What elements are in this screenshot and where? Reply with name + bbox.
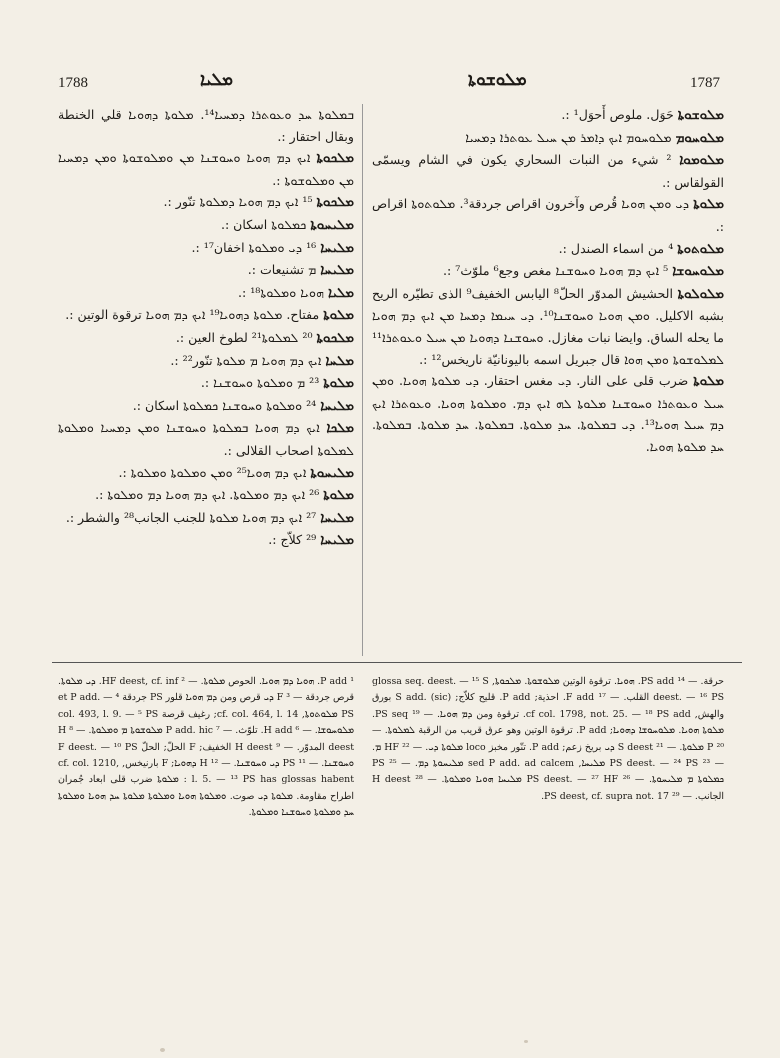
entry-headword: ܡܠܘܬܐ: [323, 375, 354, 392]
entry-gloss: ܡܠܘܚܘܡ ܐܝܟ ܕܐܡܪ ܡܢ ܚܝܠ ܥܘܬܪܐ ܕܡܚܝܐ: [465, 129, 672, 145]
entry-headword: ܡܠܘܬܐ: [693, 373, 724, 390]
footnotes-right: [372, 674, 724, 805]
dictionary-entry: [58, 104, 354, 147]
entry-headword: ܡܠܘܚܘܫܐ: [672, 263, 724, 280]
entry-gloss: ²⁰ ܠܡܠܘܬܐ²¹ لطوخ العين :.: [175, 329, 313, 345]
entry-gloss: ܡ تشنيعات :.: [247, 262, 317, 278]
dictionary-entry: [58, 304, 354, 327]
dictionary-entry: [58, 237, 354, 260]
entry-gloss: ܐܝܟ ܕܡ ܗܘܝܐ²⁵ ܘܡܢ ܘܡܠܘܬܐ ܘܡܠܘܬܐ :.: [118, 464, 307, 480]
dictionary-entry: [58, 484, 354, 507]
dictionary-entry: [58, 529, 354, 552]
entry-headword: ܡܠܝܚܐ: [320, 239, 354, 256]
entry-headword: ܡܠܟܘܬܐ: [316, 329, 354, 346]
left-running-head: ܡܠܝܐ: [200, 70, 234, 90]
right-running-head: ܡܠܘܫܘܬܐ: [468, 70, 527, 90]
entry-gloss: حَوَل. ملوص أَحوَل¹ :.: [561, 107, 674, 122]
dictionary-entry: [58, 395, 354, 418]
left-column: [58, 104, 354, 552]
entry-gloss: ²³ ܡ ܘܡܠܘܬܐ ܘܚܘܫܢܐ :.: [200, 375, 320, 391]
left-page-number: 1788: [58, 75, 88, 91]
dictionary-entry: [58, 350, 354, 373]
dictionary-entry: [58, 282, 354, 305]
entry-gloss: ² شيء من النبات السحاري يكون في الشام ويسمّى القولقاس :.: [372, 152, 724, 190]
paper-speck: [160, 1048, 165, 1052]
dictionary-entry: [58, 191, 354, 214]
entry-headword: ܡܠܘܚܘܡ: [675, 129, 724, 146]
entry-headword: ܡܠܘܫܘܬܐ: [677, 107, 724, 123]
entry-headword: ܡܠܝܐ: [327, 284, 354, 301]
entry-gloss: ¹⁵ ܐܝܟ ܕܡ ܗܘܝܐ ܕܡܠܘܬܐ تنّور :.: [163, 194, 313, 210]
dictionary-entry: [372, 104, 724, 127]
entry-gloss: مفتاح. ܡܠܘܬܐ ܕܗܘܝܐ¹⁹ ܐܝܟ ܕܡ ܗܘܝܐ ترقوة الوتين :.: [65, 307, 320, 323]
dictionary-entry: [58, 462, 354, 485]
dictionary-entry: [58, 327, 354, 350]
entry-headword: ܡܠܟܘܬܐ: [316, 150, 354, 167]
entry-headword: ܡܠܝܚܐ: [320, 509, 354, 526]
entry-headword: ܡܠܘܡܘܐ: [679, 152, 724, 169]
dictionary-entry: [58, 147, 354, 191]
entry-headword: ܡܠܝܚܘܬܐ: [310, 464, 354, 481]
entry-gloss: ²⁷ ܐܝܟ ܕܡ ܗܘܝܐ ܡܠܘܬܐ للجنب الجانب²⁸ والشطر :.: [65, 509, 317, 525]
dictionary-entry: [372, 283, 724, 370]
dictionary-entry: [58, 372, 354, 395]
entry-gloss: ضرب قلى على النار. ܕܝ مغس احتقار. ܕܝ ܡܠܘܬܐ ܗܘܝܐ. ܘܡܢ ܚܝܠ ܘܥܘܬܪܐ ܘܚܘܫܢܐ ܡܠܘܬܐ ܠܗ ܐܝܟ ܕܡ. ܘܡܠܘܬܐ ܗܘܝܐ. ܘܥܘܬܪܐ ܐܝܟ ܕܡ ܚܝܠ ܗܘܝܐ¹³. ܕܝ ܒܡܠܘܬܐ. ܚܕ ܡܠܘܬܐ. ܒܡܠܘܬܐ. ܚܕ ܡܠܘܬܐ. ܒܡܠܘܬܐ. ܚܕ ܡܠܘܬܐ ܗܘܝܐ.: [372, 373, 724, 454]
dictionary-entry: [58, 507, 354, 530]
entry-headword: ܡܠܘܬܐ: [323, 307, 354, 324]
entry-headword: ܡܠܟܐ: [326, 420, 354, 437]
footnote-rule: [52, 662, 742, 663]
entry-gloss: ܐܝܟ ܕܡ ܗܘܝܐ ܒܡܠܘܬܐ ܘܚܘܫܢܐ ܘܡܢ ܕܡܚܝܐ ܘܡܠܘܬܐ ܠܡܠܘܬܐ اصحاب القلالى :.: [58, 420, 354, 458]
dictionary-entry: [372, 238, 724, 261]
entry-headword: ܡܠܘܬܘܬܐ: [677, 240, 724, 257]
entry-headword: ܡܠܘܬܐ: [693, 196, 724, 213]
entry-headword: ܡܠܝܚܐ: [320, 262, 354, 279]
entry-headword: ܡܠܝܚܘܬܐ: [310, 216, 354, 233]
dictionary-entry: [372, 370, 724, 457]
dictionary-entry: [58, 214, 354, 237]
entry-headword: ܡܠܚܐ: [325, 352, 354, 369]
entry-headword: ܡܠܝܚܐ: [320, 532, 354, 549]
entry-gloss: ⁵ ܐܝܟ ܕܡ ܗܘܝܐ ܘܚܘܫܢܐ مغص وجع⁶ ملوّث⁷ :.: [443, 263, 669, 279]
entry-gloss: ²⁶ ܐܝܟ ܕܡ ܘܡܠܘܬܐ. ܐܝܟ ܕܡ ܗܘܝܐ ܕܡ ܘܡܠܘܬܐ :.: [95, 487, 320, 503]
entry-headword: ܡܠܟܘܬܐ: [316, 194, 354, 211]
dictionary-entry: [372, 127, 724, 150]
dictionary-entry: [372, 149, 724, 193]
footnotes-left: [58, 674, 354, 822]
entry-gloss: الحشيش المدوّر الحلّ⁸ اليابس الخفيف⁹ الذى تطيّره الريح بشبه الاكليل. ܘܡܢ ܗܘܝܐ ܘܚܘܫܢܐ¹⁰. ܕܝ ܚܝܡܐ ܕܡܚܐ ܡܢ ܐܝܟ ܕܡ ܗܘܝܐ ما يحله الساق. وايضا نبات مغازل. ܘܚܘܫܢܐ ܕܗܘܝܐ ܡܢ ܚܝܠ ܘܥܘܬܪܐ¹¹ ܠܡܠܘܫܘܬܐ ܘܡܢ ܗܘܐ قال جبريل اسمه باليونانيّة ناريخس¹² :.: [372, 285, 724, 367]
entry-gloss: ܐܝܟ ܕܡ ܗܘܝܐ ܘܚܘܫܢܐ ܡܢ ܘܡܠܘܫܘܬܐ ܘܡܢ ܕܡܚܝܐ ܡܢ ܘܡܠܘܫܘܬܐ :.: [58, 150, 354, 188]
entry-gloss: ܒܡܠܘܬܐ ܚܕ ܘܥܘܬܪܐ ܕܡܚܝܐ¹⁴. ܡܠܘܬܐ ܕܗܘܝܐ قلي الخنطة وبقال احتقار :.: [58, 107, 354, 144]
dictionary-entry: [372, 260, 724, 283]
entry-gloss: ܟܡܠܘܬܐ اسكان :.: [220, 216, 307, 232]
column-divider: [362, 104, 363, 656]
entry-gloss: ܗܘܝܐ ܘܡܠܘܬܐ¹⁸ :.: [237, 284, 324, 300]
dictionary-entry: [372, 193, 724, 237]
entry-gloss: ܐܝܟ ܕܡ ܗܘܝܐ ܡ ܡܠܘܬܐ تنّور²² :.: [170, 352, 322, 368]
paper-speck: [524, 1040, 528, 1043]
entry-headword: ܡܠܘܬܐ: [323, 487, 354, 504]
entry-gloss: ⁴ من اسماء الصندل :.: [558, 240, 674, 256]
footnote-text: ¹ P add. ܗܘܝܐ ܕܡ ܗܘܝܐ. الحوص ܡܠܘܬܐ. — ² HF deest, cf. inf. ܕܝ ܡܠܘܬܐ. قرص جردقة — ³ F ܕܝ قرص ومن ܕܡ ܗܘܝܐ قلور PS جردقة et P add. — ⁴ PS ܡܠܘܬܘܬܐ, cf. col. 464, l. 14; رغيف قرصة col. 493, l. 9. — ⁵ PS ܡܠܘܚܘܫܐ. — ⁶ H add. تلوّث. — ⁷ P add. hic ܡܠܘܫܘܬܐ ܡ ܘܡܠܘܬܐ. — ⁸ H deest المدوّر. — ⁹ H deest الخفيف; F الحلّ; الحلّ F deest. — ¹⁰ PS ܘܚܘܫܢܐ. — ¹¹ PS ܕܝ ܘܚܘܫܢܐ. — ¹² H ܕܗܘܝܐ; F بارنيخس, cf. col. 1210, l. 5. — ¹³ PS has glossas habent : ܡܠܘܬܐ ضرب قلى ابعاد جُمران اطراح مقاومة. ܡܠܘܬܐ ܕܝ صوت. ܘܡܠܘܬܐ ܗܘܝܐ ܘܡܠܘܬܐ ܡܠܘܬܐ ܚܕ ܗܘܝܐ ܘܡܠܘܬܐ ܚܕ ܘܡܠܘܬܐ ܘܚܘܫܢܐ ܘܡܠܘܬܐ.: [58, 676, 355, 819]
entry-gloss: ܕܝ ܘܡܢ ܗܘܝܐ قُرص وآخرون اقراص جردقة³. ܡܠܘܬܘܬܐ اقراص :.: [372, 196, 724, 234]
dictionary-entry: [58, 417, 354, 461]
footnote-text: حرقة. — ¹⁴ PS add. ܗܘܝܐ. ترقوة الوتين ܡܠܘܫܘܬܐ. ܡܠܟܘܬܐ, glossa seq. deest. — ¹⁵ S deest. — ¹⁶ PS القلب. — ¹⁷ F add. احذية; P add. قليح كلاّج; S add. (sic) بورق والهش, cf col. 1798, not. 25. — ¹⁸ PS add. ترقوة ومن ܕܡ ܗܘܝܐ. — ¹⁹ PS seq. ܡܠܘܬܐ ܗܘܝܐ. ܡܠܘܚܘܫܐ ܕܗܘܝܐ; P add. ترقوة الوتين وهو عرق قريب من الرقبة ܠܡܠܘܬܐ. — ²⁰ P ܡܠܘܬܐ. — ²¹ S deest ܕܝ بريخ زعم; P add. تنّور مخبز loco ܡܠܘܬܐ ܕܝ. — ²² HF ܡ. — ²³ PS deest. — ²⁴ PS ܡܠܝܚܐ, sed P add. ad calcem ܡܠܝܚܘܬܐ ܕܡ. — ²⁵ PS ܟܡܠܘܬܐ ܡ ܡܠܝܚܘܬܐ. — ²⁶ PS deest. — ²⁷ HF ܡܠܝܚܐ ܗܘܝܐ ܘܡܠܘܬܐ. — ²⁸ H deest الجانب. — ²⁹ PS deest, cf. supra not. 17.: [372, 676, 725, 802]
dictionary-entry: [58, 259, 354, 282]
right-column: [372, 104, 724, 458]
entry-headword: ܡܠܝܚܐ: [320, 397, 354, 414]
entry-headword: ܡܠܘܠܘܬܐ: [677, 285, 724, 302]
entry-gloss: ²⁹ كلاّج :.: [268, 532, 317, 548]
right-page-number: 1787: [690, 75, 720, 91]
entry-gloss: ²⁴ ܘܡܠܘܬܐ ܘܚܘܫܢܐ ܟܡܠܘܬܐ اسكان :.: [132, 397, 317, 413]
entry-gloss: ¹⁶ ܕܝ ܘܡܠܘܬܐ اخفان¹⁷ :.: [191, 239, 317, 255]
